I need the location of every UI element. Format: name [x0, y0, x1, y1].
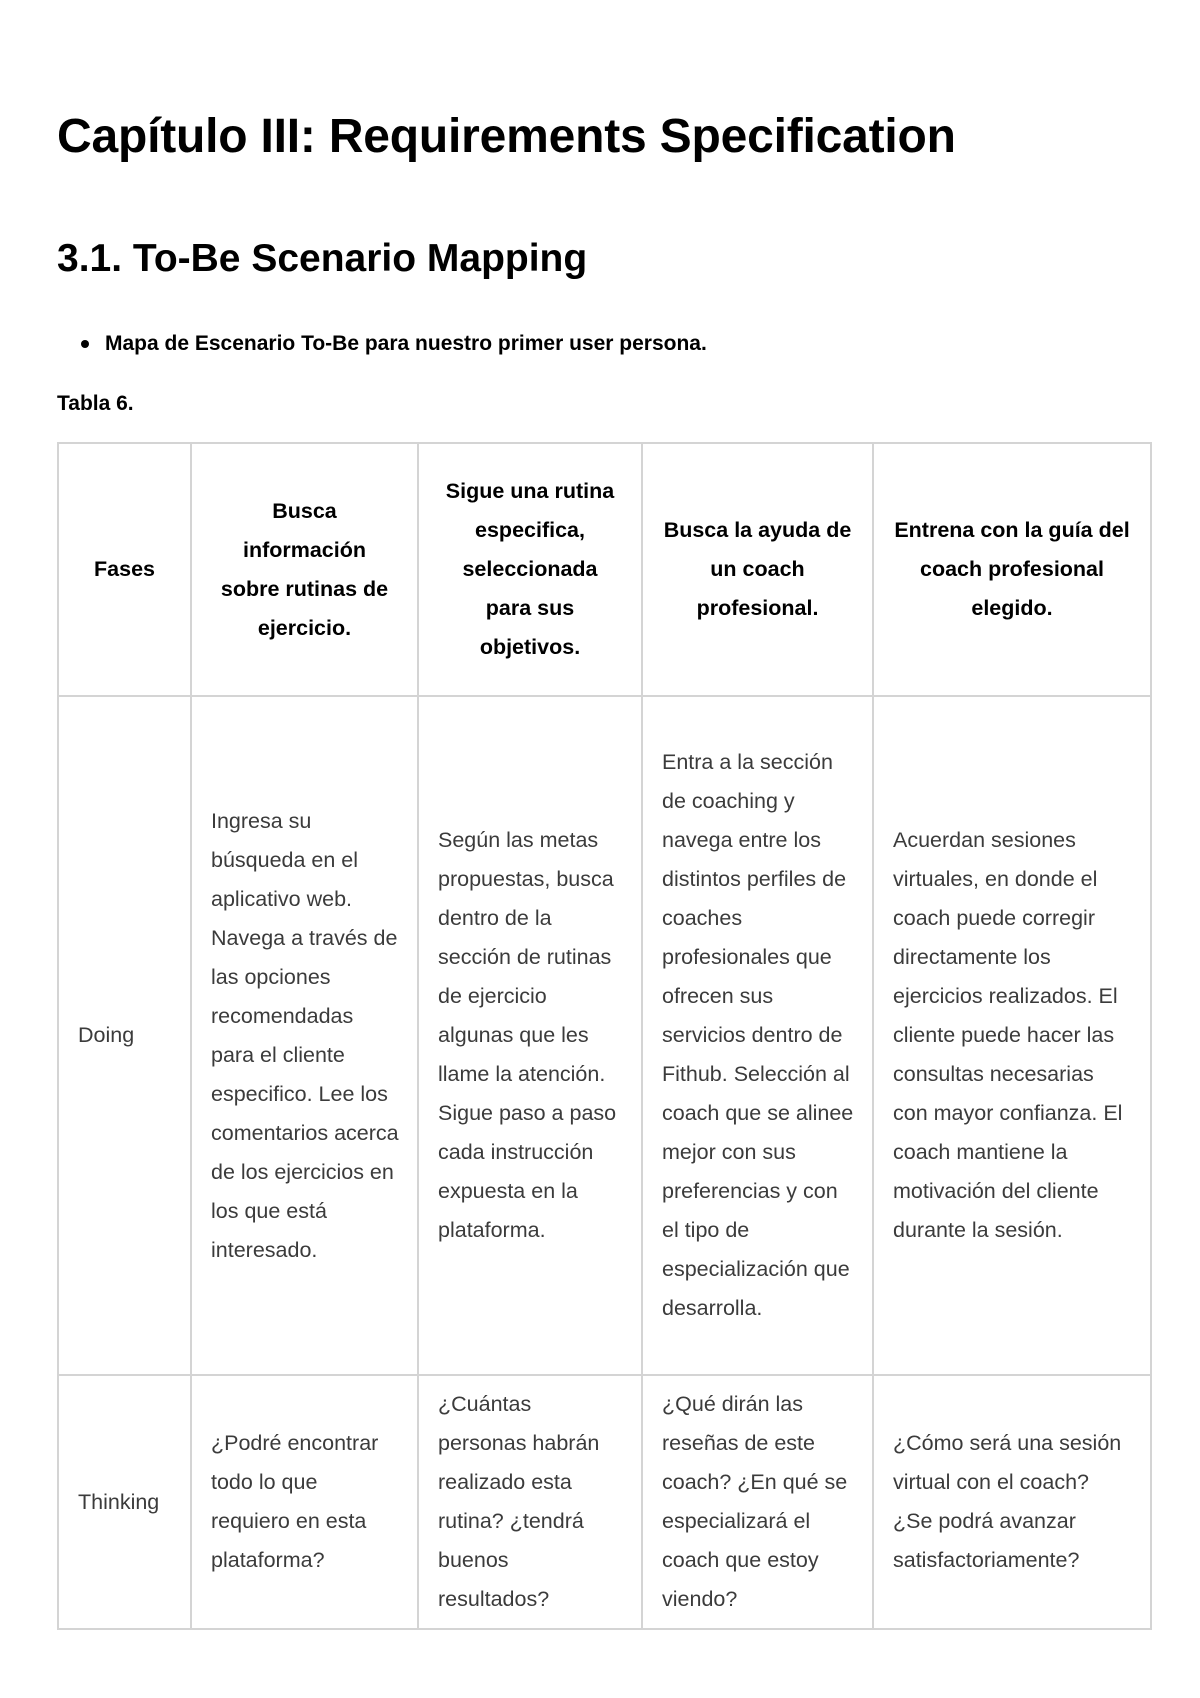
scenario-table: [57, 442, 1152, 1630]
table-header-cell: Busca información sobre rutinas de ejercicio.: [191, 443, 418, 696]
table-cell: ¿Cómo será una sesión virtual con el coach? ¿Se podrá avanzar satisfactoriamente?: [873, 1375, 1151, 1629]
bullet-item: [57, 330, 707, 358]
table-cell: Acuerdan sesiones virtuales, en donde el coach puede corregir directamente los ejercicios realizados. El cliente puede hacer las consultas necesarias con mayor confianza. El coach mantiene la motivación del cliente durante la sesión.: [873, 696, 1151, 1375]
table-header-row: [58, 443, 1151, 696]
table-cell: Según las metas propuestas, busca dentro de la sección de rutinas de ejercicio algunas que les llame la atención. Sigue paso a paso cada instrucción expuesta en la plataforma.: [418, 696, 642, 1375]
page-title: Capítulo III: Requirements Specification: [57, 110, 956, 163]
table-header-cell: Entrena con la guía del coach profesional elegido.: [873, 443, 1151, 696]
table-header-cell: Fases: [58, 443, 191, 696]
table-cell: ¿Podré encontrar todo lo que requiero en esta plataforma?: [191, 1375, 418, 1629]
bullet-dot-icon: [81, 340, 89, 348]
table-cell: Entra a la sección de coaching y navega entre los distintos perfiles de coaches profesionales que ofrecen sus servicios dentro de Fithub. Selección al coach que se alinee mejor con sus preferencias y con el tipo de especialización que desarrolla.: [642, 696, 873, 1375]
table-cell: Ingresa su búsqueda en el aplicativo web. Navega a través de las opciones recomendadas para el cliente especifico. Lee los comentarios acerca de los ejercicios en los que está interesado.: [191, 696, 418, 1375]
table-header-cell: Sigue una rutina especifica, seleccionada para sus objetivos.: [418, 443, 642, 696]
row-label: Doing: [58, 696, 191, 1375]
table-cell: ¿Qué dirán las reseñas de este coach? ¿En qué se especializará el coach que estoy viendo?: [642, 1375, 873, 1629]
row-label: Thinking: [58, 1375, 191, 1629]
table-cell: ¿Cuántas personas habrán realizado esta rutina? ¿tendrá buenos resultados?: [418, 1375, 642, 1629]
table-header-cell: Busca la ayuda de un coach profesional.: [642, 443, 873, 696]
bullet-text: Mapa de Escenario To-Be para nuestro primer user persona.: [105, 332, 707, 355]
section-title: 3.1. To-Be Scenario Mapping: [57, 237, 588, 280]
bullet-list: [57, 330, 707, 358]
table-row: [58, 1375, 1151, 1629]
table-caption: Tabla 6.: [57, 392, 134, 415]
table-row: [58, 696, 1151, 1375]
